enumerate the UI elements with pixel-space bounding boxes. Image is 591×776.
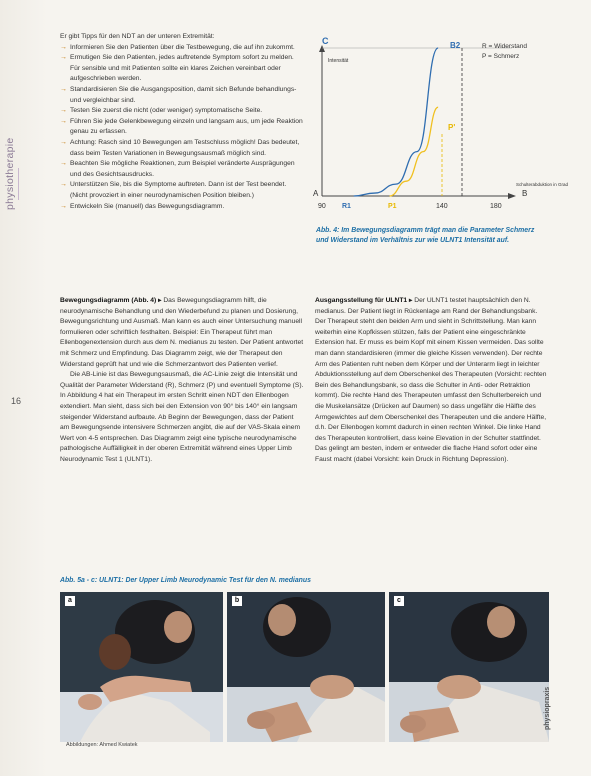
- resistance-curve: [354, 48, 438, 196]
- photo-c-image: [389, 592, 549, 742]
- publisher-logo: [544, 686, 554, 730]
- photo-c: [389, 592, 549, 742]
- y-axis-arrow: [319, 45, 325, 52]
- label-c: C: [322, 36, 329, 46]
- section-label-text: physiotherapie: [4, 137, 16, 210]
- section-label: [2, 92, 16, 212]
- tip-item: → Führen Sie jede Gelenkbewegung einzeln und langsam aus, um jede Reaktion genau zu erfassen.: [60, 117, 304, 138]
- movement-diagram: [312, 36, 569, 216]
- legend-r: R = Widerstand: [482, 43, 527, 50]
- x-axis-arrow: [508, 193, 516, 199]
- label-a: A: [313, 189, 319, 198]
- heading-arrow: ▸: [158, 297, 162, 304]
- tips-intro: Er gibt Tipps für den NDT an der unteren Extremität:: [60, 33, 215, 40]
- y-axis-label: Intensität: [328, 58, 349, 64]
- figure-4-caption: Abb. 4: Im Bewegungsdiagramm trägt man die Parameter Schmerz und Widerstand im Verhältnis zur wie ULNT1 Intensität auf.: [316, 227, 535, 244]
- tip-item: → Testen Sie zuerst die nicht (oder weniger) symptomatische Seite.: [60, 106, 304, 117]
- photo-credit: Abbildungen: Ahmed Kwiatek: [66, 742, 138, 748]
- section-divider: [18, 168, 19, 200]
- label-b: B: [522, 189, 528, 198]
- diagram-section: [60, 296, 304, 466]
- tick-p1: P1: [388, 203, 397, 210]
- x-axis-label: Schulterabduktion in Grad: [516, 182, 569, 187]
- tip-item: → Standardisieren Sie die Ausgangsposition, damit sich Befunde behandlungs- und vergleichbar sind.: [60, 85, 304, 106]
- marker-p: P': [448, 123, 456, 132]
- tick-180: 180: [490, 203, 502, 210]
- tip-item: → Ermutigen Sie den Patienten, jedes auftretende Symptom sofort zu melden. Für sensible und mit Patienten sollte ein klares Zeichen vereinbart oder aufgeschrieben werden.: [60, 53, 304, 85]
- photo-label: a: [65, 596, 75, 606]
- photo-label: b: [232, 596, 242, 606]
- tick-140: 140: [436, 203, 448, 210]
- photo-b: [227, 592, 385, 742]
- photo-b-image: [227, 592, 385, 742]
- publisher-logo-text: physiopraxis: [544, 686, 551, 730]
- tick-90: 90: [318, 203, 326, 210]
- body-text: Die AB-Linie ist das Bewegungsausmaß, die AC-Linie zeigt die Intensität und Qualität der Parameter Widerstand (R), Schmerz (P) und eventuell Symptome (S). In Abbildung 4 hat ein Therapeut im ersten Schritt einen NDT den Ellenbogen extendiert. Man sieht, dass sich bei den Extension von 90° bis 140° ein langsam steigender Widerstand aufbaute. Ab Beginn der Bewegungen, dass der Patient am Bewegungsende intensivere Schmerzen angibt, die auf der VAS-Skala einem Wert von 4-5 entsprechen. Das Diagramm zeigt eine typische neurodynamische pathologische Auffälligkeit in der oberen Extremität während eines Upper Limb Neurodynamic Test 1 (ULNT1).: [60, 371, 304, 463]
- tip-item: → Informieren Sie den Patienten über die Testbewegung, die auf ihn zukommt.: [60, 43, 304, 54]
- tips-list: [60, 32, 304, 212]
- label-b2: B2: [450, 41, 461, 50]
- tip-item: → Achtung: Rasch sind 10 Bewegungen am Testschluss möglich! Das bedeutet, dass beim Testen Variationen in Bewegungsausmaß möglich sind.: [60, 138, 304, 159]
- page-number: 16: [11, 396, 22, 406]
- legend-p: P = Schmerz: [482, 53, 520, 60]
- photo-a: [60, 592, 223, 742]
- heading-arrow: ▸: [409, 297, 413, 304]
- body-text: Der ULNT1 testet hauptsächlich den N. medianus. Der Patient liegt in Rückenlage am Rand der Behandlungsbank. Der Therapeut steht den beiden Arm und sieht in Schrittstellung. Man kann weiterhin eine Kopfkissen stützen, falls der Patient eine eingeschränkte Extension hat. Er muss es beim Kopf mit einem Kissen vermeiden. Das sollte man dann standardisieren (immer die gleiche Kissen verwenden). Der rechte Arm des Patienten ruht neben dem Körper und der Unterarm liegt in leichter Abduktionsstellung auf dem Oberschenkel des Therapeuten (Vorsicht: rechten Bein des Behandlungsbank, so dass die Schulter in Anti- oder Retraktion kommt). Die rechte Hand des Therapeuten umfasst den Schulterbereich und die Muskelansätze (Drücken auf Daumen) so dass ungefähr die Hälfte des Armgewichtes auf dem Oberschenkel des Therapeuten und die andere Hälfte, d.h. Der Ellenbogen kommt dadurch in einen rechten Winkel. Die linke Hand des Therapeuten kontrolliert, dass keine Elevation in der Schulter stattfindet. Das gelingt am besten, indem er entweder die flache Hand sofort oder eine Faust macht (dabei Vorsicht: kein Druck in Richtung Depression).: [315, 297, 547, 463]
- tick-r1: R1: [342, 203, 351, 210]
- pain-curve: [390, 107, 439, 196]
- tip-item: → Entwickeln Sie (manuell) das Bewegungsdiagramm.: [60, 202, 304, 213]
- body-text: Das Bewegungsdiagramm hilft, die neurodynamische Behandlung und den Wiederbefund zu planen und Dosierung, Bewegungsrichtung und Ausmaß. Man kann es auch einer Untersuchung manuell formulieren oder schriftlich festhalten. Beispiel: Ein Therapeut führt man Ellenbogenextension durch aus dem N. medianus zu testen. Der Patient antwortet mit Schmerz und Empfindung. Das Diagramm zeigt, wie der Therapeut den Widerstand geprüft hat und wie die Schmerzantwort des Patienten verlief.: [60, 297, 304, 368]
- photo-label: c: [394, 596, 404, 606]
- figure-5-caption: Abb. 5a - c: ULNT1: Der Upper Limb Neurodynamic Test für den N. medianus: [60, 577, 311, 584]
- tip-item: → Beachten Sie mögliche Reaktionen, zum Beispiel veränderte Ausprägungen und des Gesichtsausdrucks.: [60, 159, 304, 180]
- tip-item: → Unterstützen Sie, bis die Symptome auftreten. Dann ist der Test beendet. (Nicht provoziert in einer neurodynamischen Position bleiben.): [60, 180, 304, 201]
- photo-a-image: [60, 592, 223, 742]
- section-heading: Ausgangsstellung für ULNT1: [315, 297, 408, 304]
- section-heading: Bewegungsdiagramm (Abb. 4): [60, 297, 157, 304]
- ulnt1-section: [315, 296, 547, 466]
